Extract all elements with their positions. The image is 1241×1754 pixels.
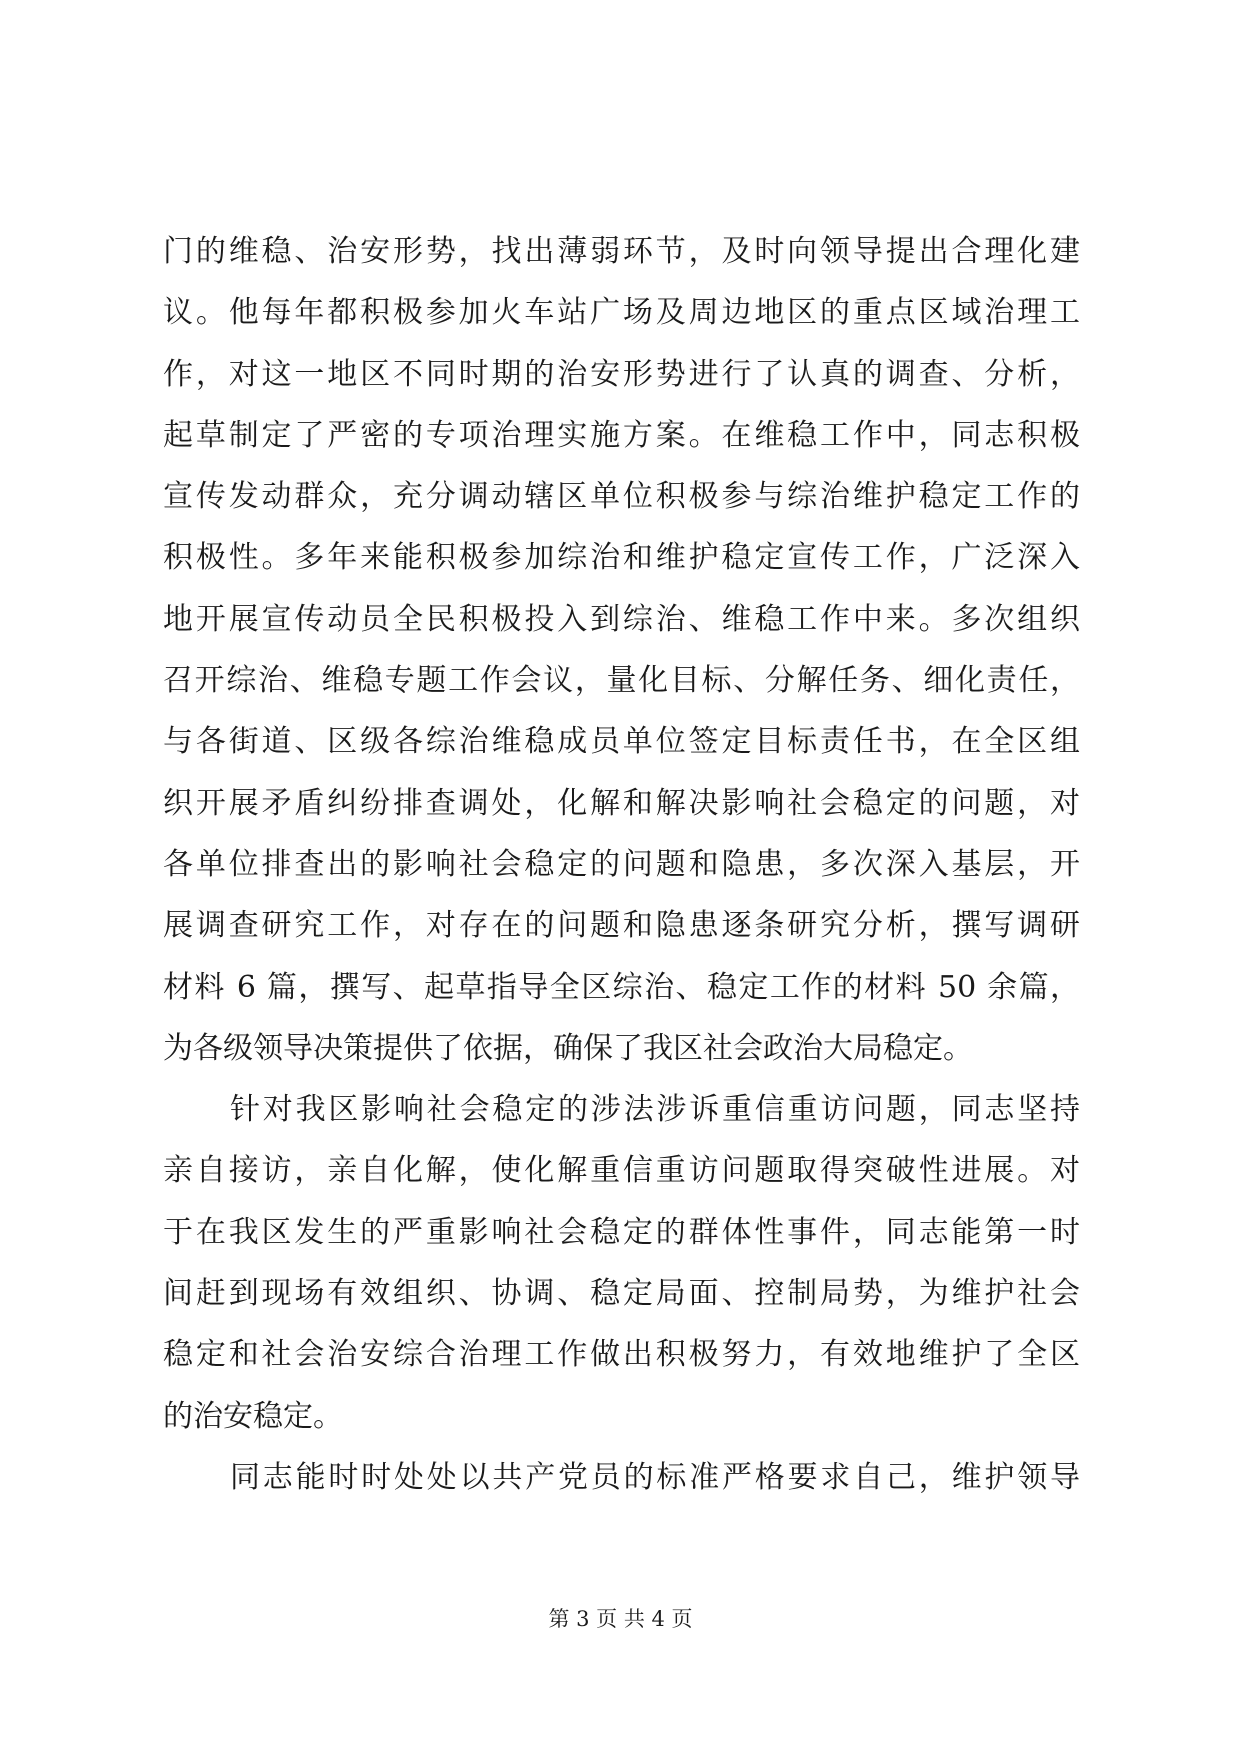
text-line: 宣传发动群众，充分调动辖区单位积极参与综治维护稳定工作的 xyxy=(163,479,1080,515)
text-line: 织开展矛盾纠纷排查调处，化解和解决影响社会稳定的问题，对 xyxy=(163,785,1080,821)
text-line: 各单位排查出的影响社会稳定的问题和隐患，多次深入基层，开 xyxy=(163,846,1080,882)
text-line: 议。他每年都积极参加火车站广场及周边地区的重点区域治理工 xyxy=(163,295,1080,331)
text-line: 材料 6 篇，撰写、起草指导全区综治、稳定工作的材料 50 余篇， xyxy=(163,969,1080,1005)
text-line: 与各街道、区级各综治维稳成员单位签定目标责任书，在全区组 xyxy=(163,724,1080,760)
text-line: 召开综治、维稳专题工作会议，量化目标、分解任务、细化责任， xyxy=(163,663,1080,699)
text-line: 积极性。多年来能积极参加综治和维护稳定宣传工作，广泛深入 xyxy=(163,540,1080,576)
text-line: 作，对这一地区不同时期的治安形势进行了认真的调查、分析， xyxy=(163,356,1080,392)
text-line: 于在我区发生的严重影响社会稳定的群体性事件，同志能第一时 xyxy=(163,1214,1080,1250)
text-line: 门的维稳、治安形势，找出薄弱环节，及时向领导提出合理化建 xyxy=(163,234,1080,269)
document-body xyxy=(163,221,1080,1508)
text-line: 的治安稳定。 xyxy=(163,1398,343,1434)
text-line: 展调查研究工作，对存在的问题和隐患逐条研究分析，撰写调研 xyxy=(163,908,1080,944)
text-line: 起草制定了严密的专项治理实施方案。在维稳工作中，同志积极 xyxy=(163,417,1080,453)
text-line: 亲自接访，亲自化解，使化解重信重访问题取得突破性进展。对 xyxy=(163,1153,1080,1189)
text-line: 为各级领导决策提供了依据，确保了我区社会政治大局稳定。 xyxy=(163,1030,973,1066)
page-number: 第 3 页 共 4 页 xyxy=(548,1607,693,1631)
text-line: 稳定和社会治安综合治理工作做出积极努力，有效地维护了全区 xyxy=(163,1337,1080,1373)
paragraph-start-line: 针对我区影响社会稳定的涉法涉诉重信重访问题，同志坚持 xyxy=(230,1092,1080,1128)
text-line: 地开展宣传动员全民积极投入到综治、维稳工作中来。多次组织 xyxy=(163,601,1080,637)
page-footer xyxy=(0,1604,1241,1634)
text-line: 间赶到现场有效组织、协调、稳定局面、控制局势，为维护社会 xyxy=(163,1276,1080,1312)
paragraph-start-line: 同志能时时处处以共产党员的标准严格要求自己，维护领导 xyxy=(230,1459,1080,1495)
